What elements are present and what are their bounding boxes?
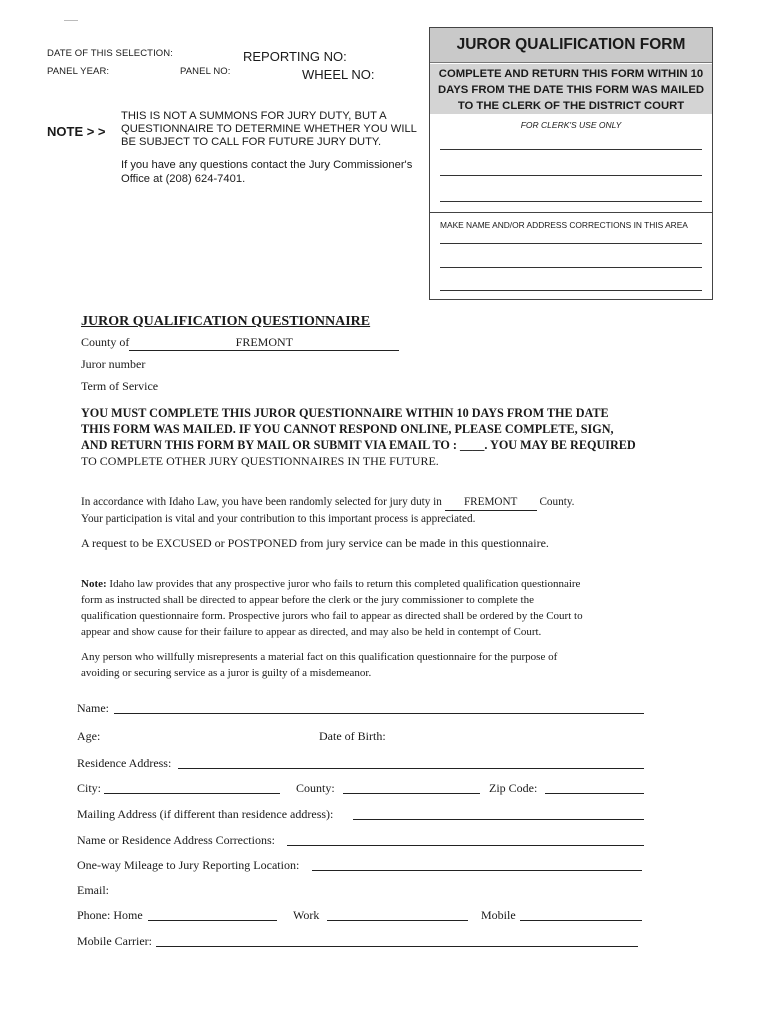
banner-line: TO THE CLERK OF THE DISTRICT COURT — [457, 100, 685, 112]
work-label: Work — [293, 908, 320, 922]
corrections-label: MAKE NAME AND/OR ADDRESS CORRECTIONS IN THIS AREA — [440, 220, 688, 230]
correction-line[interactable] — [440, 243, 702, 244]
email-label: Email: — [77, 883, 109, 897]
excuse-line: A request to be EXCUSED or POSTPONED from jury service can be made in this questionnaire. — [81, 536, 549, 550]
city-field[interactable] — [104, 793, 280, 794]
mobile-carrier-label: Mobile Carrier: — [77, 934, 152, 948]
juror-number-label: Juror number — [81, 357, 146, 371]
corrections-field-label: Name or Residence Address Corrections: — [77, 833, 275, 847]
return-instructions-banner — [430, 64, 712, 114]
corrections-field[interactable] — [287, 845, 644, 846]
county-label: County of — [81, 335, 130, 349]
instruction-tail: TO COMPLETE OTHER JURY QUESTIONNAIRES IN THE FUTURE. — [81, 454, 439, 468]
name-field[interactable] — [114, 713, 644, 714]
law-line-2: Your participation is vital and your contribution to this important process is appreciated. — [81, 513, 476, 525]
phone-work-field[interactable] — [327, 920, 468, 921]
note-label: NOTE > > — [47, 124, 106, 139]
note-line: QUESTIONNAIRE TO DETERMINE WHETHER YOU WILL — [121, 123, 417, 135]
note-para-line: Idaho law provides that any prospective juror who fails to return this completed qualification questionnaire — [109, 578, 581, 590]
note-para-line: qualification questionnaire form. Prospective jurors who fail to appear as directed shall be ordered by the Court to — [81, 610, 583, 622]
mobile-label: Mobile — [481, 908, 516, 922]
county-value: FREMONT — [129, 335, 399, 351]
banner-line: DAYS FROM THE DATE THIS FORM WAS MAILED — [437, 84, 705, 96]
county-field[interactable] — [343, 793, 480, 794]
contact-line: If you have any questions contact the Jury Commissioner's — [121, 159, 413, 171]
age-label: Age: — [77, 729, 101, 743]
note-text — [121, 110, 417, 149]
law-paragraph — [81, 494, 574, 527]
form-title: JUROR QUALIFICATION FORM — [430, 28, 712, 63]
note-line: BE SUBJECT TO CALL FOR FUTURE JURY DUTY. — [121, 136, 382, 148]
misdemeanor-paragraph — [81, 649, 557, 681]
name-label: Name: — [77, 701, 109, 715]
clerk-use-label: FOR CLERK'S USE ONLY — [520, 120, 622, 130]
misdemeanor-line: Any person who willfully misrepresents a material fact on this qualification questionnaire for the purpose of — [81, 651, 558, 663]
phone-home-label: Phone: Home — [77, 908, 143, 922]
note-para-label: Note: — [81, 578, 107, 590]
note-para-line: form as instructed shall be directed to appear before the clerk or the jury commissioner to complete the — [81, 594, 534, 606]
note-paragraph — [81, 576, 583, 640]
law-suffix: County. — [539, 496, 575, 508]
mailing-field[interactable] — [353, 819, 644, 820]
instruction-line: AND RETURN THIS FORM BY MAIL OR SUBMIT VIA EMAIL TO : ____. YOU MAY BE REQUIRED — [81, 438, 636, 452]
phone-mobile-field[interactable] — [520, 920, 642, 921]
county-row — [81, 335, 399, 351]
instructions — [81, 405, 636, 469]
clerk-line[interactable] — [440, 175, 702, 176]
panel-year-label: PANEL YEAR: — [47, 66, 110, 77]
city-label: City: — [77, 781, 102, 795]
law-line — [81, 494, 574, 511]
zip-field[interactable] — [545, 793, 644, 794]
county-field-label: County: — [296, 781, 335, 795]
residence-field[interactable] — [178, 768, 644, 769]
banner-line: COMPLETE AND RETURN THIS FORM WITHIN 10 — [438, 68, 704, 80]
law-prefix: In accordance with Idaho Law, you have been randomly selected for jury duty in — [81, 496, 442, 508]
box-divider — [430, 212, 712, 213]
clerk-line[interactable] — [440, 149, 702, 150]
panel-no-label: PANEL NO: — [180, 66, 231, 77]
contact-line: Office at (208) 624-7401. — [121, 173, 246, 185]
note-para-line: appear and show cause for their failure to appear as directed, and may also be held in contempt of Court. — [81, 626, 542, 638]
clerk-line[interactable] — [440, 201, 702, 202]
contact-text — [121, 158, 412, 186]
correction-line[interactable] — [440, 290, 702, 291]
date-of-selection-label: DATE OF THIS SELECTION: — [47, 48, 173, 59]
term-of-service-label: Term of Service — [81, 379, 159, 393]
phone-home-field[interactable] — [148, 920, 277, 921]
instruction-line: THIS FORM WAS MAILED. IF YOU CANNOT RESPOND ONLINE, PLEASE COMPLETE, SIGN, — [81, 422, 614, 436]
juror-form-box — [429, 27, 713, 300]
scan-artifact — [64, 20, 78, 21]
dob-label: Date of Birth: — [319, 729, 386, 743]
mailing-label: Mailing Address (if different than residence address): — [77, 807, 334, 821]
correction-line[interactable] — [440, 267, 702, 268]
zip-label: Zip Code: — [489, 781, 538, 795]
reporting-no-label: REPORTING NO: — [243, 49, 347, 64]
questionnaire-title: JUROR QUALIFICATION QUESTIONNAIRE — [81, 314, 371, 329]
note-line: THIS IS NOT A SUMMONS FOR JURY DUTY, BUT A — [121, 110, 387, 122]
instruction-line: YOU MUST COMPLETE THIS JUROR QUESTIONNAIRE WITHIN 10 DAYS FROM THE DATE — [81, 406, 609, 420]
mileage-label: One-way Mileage to Jury Reporting Location: — [77, 858, 300, 872]
mobile-carrier-field[interactable] — [156, 946, 638, 947]
law-county: FREMONT — [445, 494, 537, 511]
residence-label: Residence Address: — [77, 756, 172, 770]
misdemeanor-line: avoiding or securing service as a juror is guilty of a misdemeanor. — [81, 667, 372, 679]
mileage-field[interactable] — [312, 870, 642, 871]
wheel-no-label: WHEEL NO: — [302, 67, 375, 82]
